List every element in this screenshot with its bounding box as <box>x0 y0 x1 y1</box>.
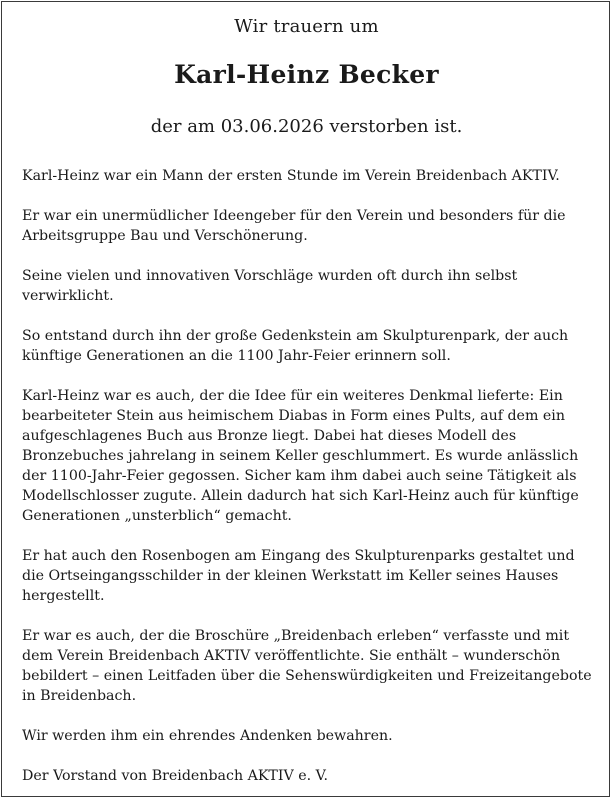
deceased-name: Karl-Heinz Becker <box>174 60 439 89</box>
paragraph-rose-arch: Er hat auch den Rosenbogen am Eingang des Skulpturenparks gestaltet und die Ortseingangsschilder in der kleinen Werkstatt im Keller seines Hauses hergestellt. <box>22 548 575 604</box>
paragraph-remembrance: Wir werden ihm ein ehrendes Andenken bewahren. <box>22 728 393 744</box>
notice-intro: Wir trauern um <box>234 16 379 37</box>
date-of-death-line: der am 03.06.2026 verstorben ist. <box>150 116 463 137</box>
paragraph-idea-giver: Er war ein unermüdlicher Ideengeber für den Verein und besonders für die Arbeitsgruppe Bau und Verschönerung. <box>22 208 566 244</box>
paragraph-bronze-book: Karl-Heinz war es auch, der die Idee für ein weiteres Denkmal lieferte: Ein bearbeiteter Stein aus heimischem Diabas in Form eines Pults, auf dem ein aufgeschlagenes Buch aus Bronze liegt. Dabei hat dieses Modell des Bronzebuches jahrelang in seinem Keller geschlummert. Es wurde anlässlich der 1100-Jahr-Feier gegossen. Sicher kam ihm dabei auch seine Tätigkeit als Modellschlosser zugute. Allein dadurch hat sich Karl-Heinz auch für künftige Generationen „unsterblich“ gemacht. <box>22 388 579 524</box>
paragraph-suggestions: Seine vielen und innovativen Vorschläge wurden oft durch ihn selbst verwirklicht. <box>22 268 518 304</box>
notice-body <box>22 166 594 786</box>
paragraph-memorial-stone: So entstand durch ihn der große Gedenkstein am Skulpturenpark, der auch künftige Generationen an die 1100 Jahr-Feier erinnern soll. <box>22 328 569 364</box>
paragraph-first-hour: Karl-Heinz war ein Mann der ersten Stunde im Verein Breidenbach AKTIV. <box>22 168 560 184</box>
paragraph-brochure: Er war es auch, der die Broschüre „Breidenbach erleben“ verfasste und mit dem Verein Breidenbach AKTIV veröffentlichte. Sie enthält – wunderschön bebildert – einen Leitfaden über die Sehenswürdigkeiten und Freizeitangebote in Breidenbach. <box>22 628 592 704</box>
signature-line: Der Vorstand von Breidenbach AKTIV e. V. <box>22 768 328 784</box>
